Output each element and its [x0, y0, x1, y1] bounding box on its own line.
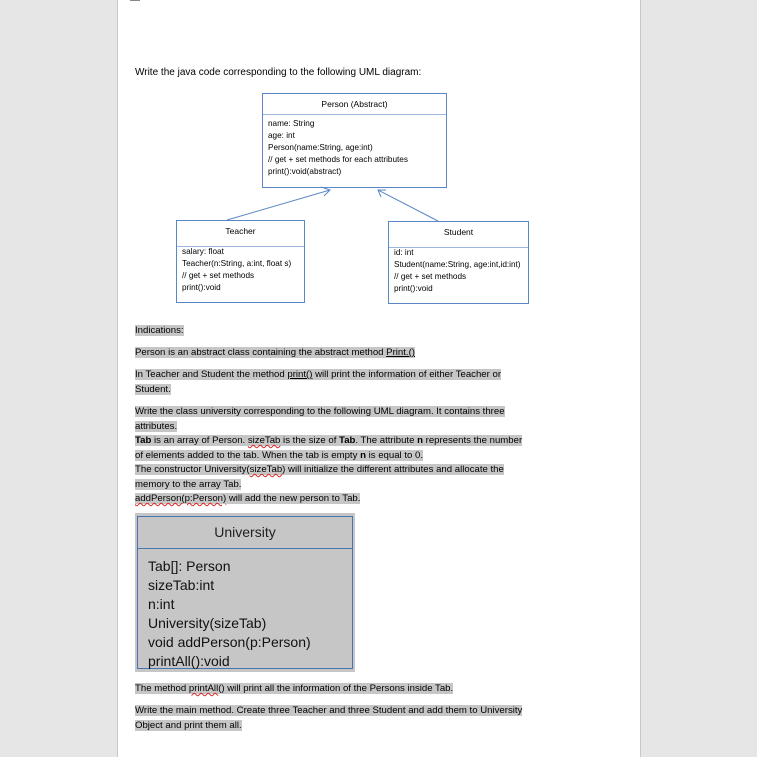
uml-members [148, 557, 311, 671]
uml-member: sizeTab:int [148, 577, 215, 593]
uml-member: void addPerson(p:Person) [148, 634, 311, 650]
uml-class-university [135, 513, 355, 672]
uml-member: printAll():void [148, 653, 230, 669]
uml-member: salary: float [182, 247, 224, 256]
uml-class-title: Teacher [225, 226, 256, 236]
uml-member: Tab[]: Person [148, 558, 231, 574]
uml-member: age: int [268, 131, 295, 140]
paragraph-printall: The method printAll() will print all the information of the Persons inside Tab. [135, 683, 454, 694]
paragraph-print: In Teacher and Student the method print() will print the information of either Teacher or Student. [135, 369, 502, 395]
paragraph-main: Write the main method. Create three Teacher and three Student and add them to University Object and print them all. [135, 705, 523, 731]
uml-member: Person(name:String, age:int) [268, 143, 373, 152]
uml-member: n:int [148, 596, 175, 612]
uml-member: Teacher(n:String, a:int, float s) [182, 259, 292, 268]
uml-class-title: Person (Abstract) [321, 99, 388, 109]
uml-member: name: String [268, 119, 315, 128]
uml-member: print():void [182, 283, 221, 292]
intro-text: Write the java code corresponding to the following UML diagram: [135, 67, 422, 78]
uml-member: // get + set methods for each attributes [268, 155, 408, 164]
uml-member: // get + set methods [182, 271, 255, 280]
uml-member: Student(name:String, age:int,id:int) [394, 260, 521, 269]
inheritance-line-teacher [227, 190, 330, 220]
uml-class-title: University [138, 517, 352, 549]
uml-member: // get + set methods [394, 272, 467, 281]
uml-member: University(sizeTab) [148, 615, 267, 631]
uml-member: print():void [394, 284, 433, 293]
uml-class-university-frame [137, 516, 353, 669]
paragraph-university: Write the class university corresponding to the following UML diagram. It contains three attributes. Tab is an array of Person. sizeTab is the size of Tab. The attribute n represents the number of elements added to the tab. When the tab is empty n is equal to 0. The constructor University(sizeTab) will initialize the different attributes and allocate the memory to the array Tab. addPerson(p:Person) will add the new person to Tab. [135, 406, 523, 504]
uml-member: print():void(abstract) [268, 167, 342, 176]
indications-heading: Indications: [135, 325, 184, 336]
uml-member: id: int [394, 248, 414, 257]
uml-class-title: Student [443, 227, 474, 237]
inheritance-line-student [378, 190, 438, 221]
paragraph-person: Person is an abstract class containing the abstract method Print.() [135, 347, 415, 358]
